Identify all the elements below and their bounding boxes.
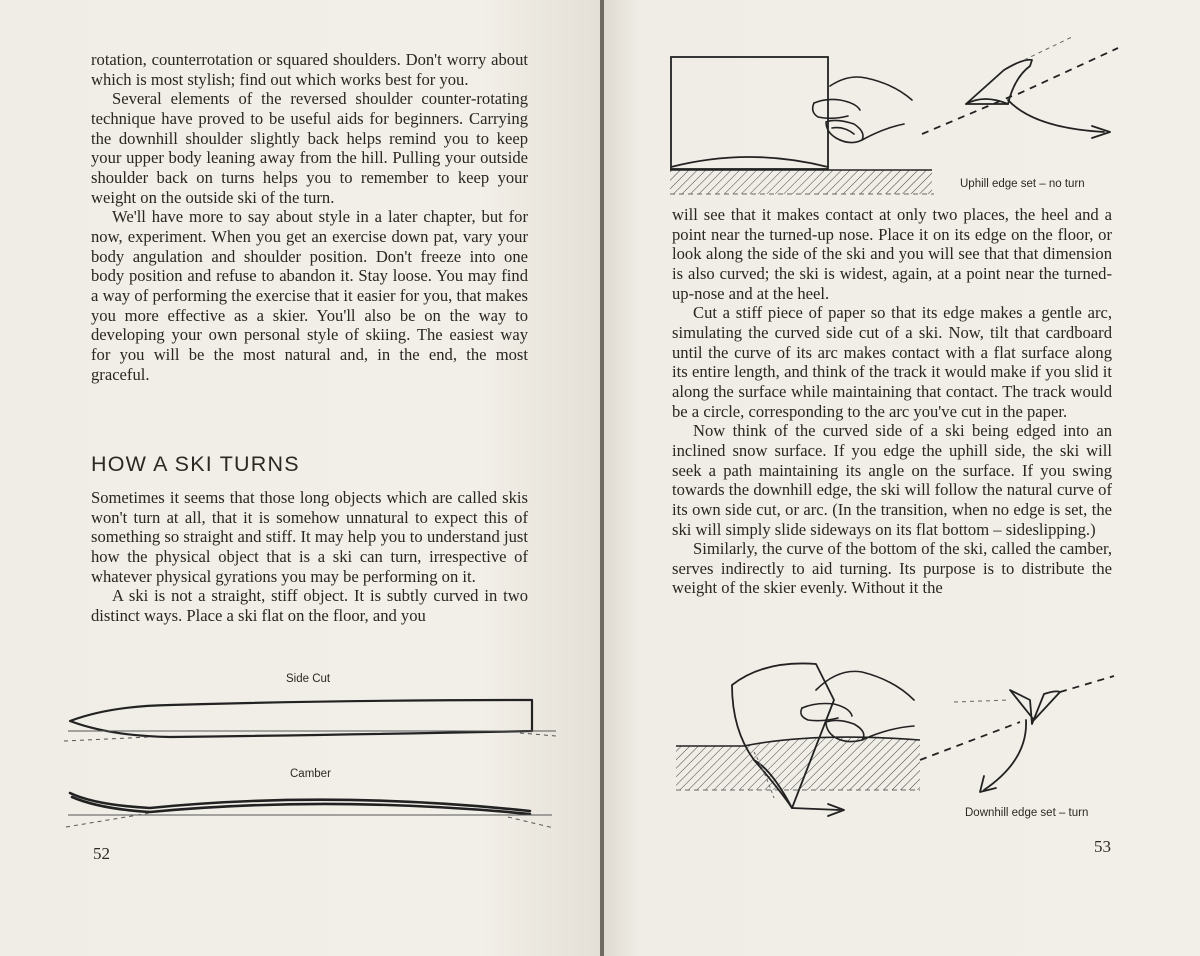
downhill-edge-caption: Downhill edge set – turn	[965, 807, 1089, 819]
paragraph: rotation, counterrotation or squared shoulders. Don't worry about which is most stylish; find out which works best for you.	[91, 50, 528, 89]
paragraph: Now think of the curved side of a ski being edged into an inclined snow surface. If you edge the uphill side, the ski will seek a path maintaining its angle on the surface. If you swing towards the downhill edge, the ski will follow the natural curve of its own side cut, or arc. (In the transition, when no edge is set, the ski will simply slide sideways on its flat bottom – sideslipping.)	[672, 421, 1112, 539]
right-page	[604, 0, 1200, 956]
paragraph: Cut a stiff piece of paper so that its edge makes a gentle arc, simulating the curved side cut of a ski. Now, tilt that cardboard until the curve of its arc makes contact with a flat surface along its entire length, and think of the track it would make if you slid it along the surface while maintaining that contact. The track would be a circle, corresponding to the arc you've cut in the paper.	[672, 303, 1112, 421]
paragraph: Sometimes it seems that those long objects which are called skis won't turn at all, that it is somehow unnatural to expect this of something so straight and stiff. It may help you to understand just how the physical object that is a ski can turn, irrespective of whatever physical gyrations you may be performing on it.	[91, 488, 528, 586]
downhill-edge-set-illustration	[604, 0, 1200, 956]
camber-caption: Camber	[290, 768, 331, 780]
paragraph: Similarly, the curve of the bottom of the ski, called the camber, serves indirectly to aid turning. Its purpose is to distribute the weight of the skier evenly. Without it the	[672, 539, 1112, 598]
paragraph: Several elements of the reversed shoulder counter-rotating technique have proved to be useful aids for beginners. Carrying the downhill shoulder slightly back helps remind you to keep your upper body leaning away from the hill. Pulling your outside shoulder back on turns helps you to remember to keep your weight on the outside ski of the turn.	[91, 89, 528, 207]
page-number: 52	[93, 844, 110, 863]
section-heading: HOW A SKI TURNS	[91, 452, 300, 476]
side-cut-caption: Side Cut	[286, 673, 331, 685]
uphill-edge-caption: Uphill edge set – no turn	[960, 178, 1085, 190]
page-number: 53	[1094, 837, 1111, 856]
paragraph: will see that it makes contact at only two places, the heel and a point near the turned-up nose. Place it on its edge on the floor, or look along the side of the ski and you will see that that dimension is also curved; the ski is widest, again, at a point near the turned-up-nose and at the heel.	[672, 205, 1112, 303]
paragraph: We'll have more to say about style in a later chapter, but for now, experiment. When you get an exercise down pat, vary your body angulation and shoulder position. Don't freeze into one body position and refuse to abandon it. Stay loose. You may find a way of performing the exercise that it easier for you, that makes you more effective as a skier. You'll also be on the way to developing your own personal style of skiing. The easiest way for you will be the most natural and, in the end, the most graceful.	[91, 207, 528, 384]
paragraph: A ski is not a straight, stiff object. It is subtly curved in two distinct ways. Place a ski flat on the floor, and you	[91, 586, 528, 625]
